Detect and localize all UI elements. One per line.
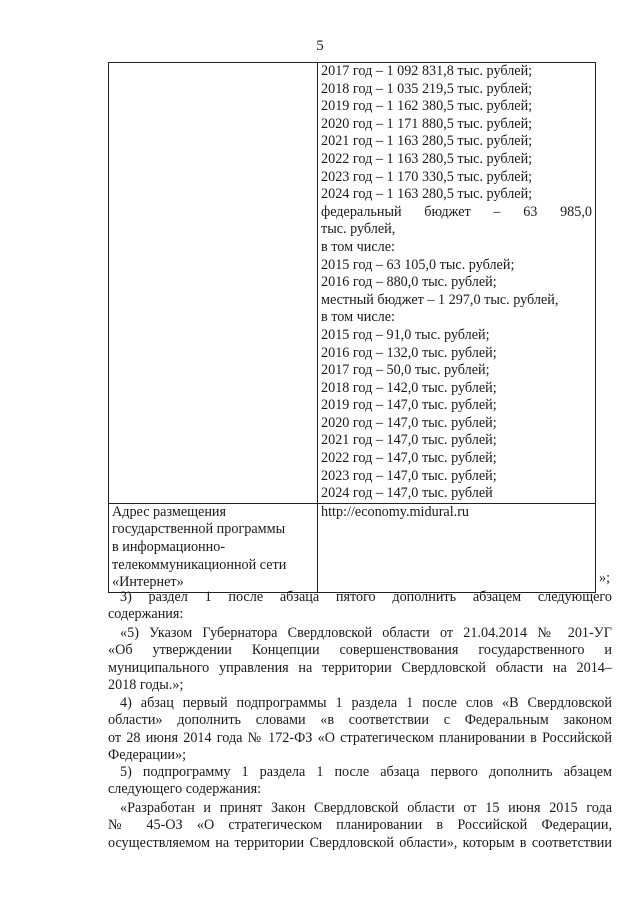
funding-line: в том числе: xyxy=(321,309,395,326)
address-value-cell xyxy=(318,503,596,592)
funding-line: 2022 год – 1 163 280,5 тыс. рублей; xyxy=(321,150,533,167)
funding-line: 2018 год – 142,0 тыс. рублей; xyxy=(321,379,497,396)
funding-line: 2021 год – 1 163 280,5 тыс. рублей; xyxy=(321,133,533,150)
paragraph-decree-quote: «5) Указом Губернатора Свердловской области от 21.04.2014 № 201-УГ «Об утверждении Концепции совершенствования государственного и муниципального управления на территории Свердловской области на 2014– 2018 годы.»; xyxy=(108,625,612,693)
funding-line: 2017 год – 50,0 тыс. рублей; xyxy=(321,362,490,379)
funding-line: 2015 год – 63 105,0 тыс. рублей; xyxy=(321,256,515,273)
program-passport-table xyxy=(108,62,596,593)
funding-line: местный бюджет – 1 297,0 тыс. рублей, xyxy=(321,291,559,308)
funding-line: 2024 год – 1 163 280,5 тыс. рублей; xyxy=(321,186,533,203)
table-row xyxy=(109,63,596,504)
funding-line: федеральный бюджет – 63 985,0 xyxy=(321,203,592,220)
address-label-cell xyxy=(109,503,318,592)
funding-line: 2016 год – 132,0 тыс. рублей; xyxy=(321,344,497,361)
funding-line: 2021 год – 147,0 тыс. рублей; xyxy=(321,432,497,449)
program-url: http://economy.midural.ru xyxy=(321,503,470,520)
funding-line: 2015 год – 91,0 тыс. рублей; xyxy=(321,326,490,343)
funding-line: 2017 год – 1 092 831,8 тыс. рублей; xyxy=(321,63,533,79)
funding-line: 2018 год – 1 035 219,5 тыс. рублей; xyxy=(321,80,533,97)
paragraph-law-quote: «Разработан и принят Закон Свердловской области от 15 июня 2015 года № 45-ОЗ «О стратегическом планировании в Российской Федерации, осуществляемом на территории Свердловской области», которым в соответствии xyxy=(108,800,612,851)
paragraph-item-4: 4) абзац первый подпрограммы 1 раздела 1 после слов «В Свердловской области» дополнить словами «в соответствии с Федеральным законом от 28 июня 2014 года № 172-ФЗ «О стратегическом планировании в Российской Федерации»; xyxy=(108,695,612,763)
funding-line: в том числе: xyxy=(321,238,395,255)
funding-line: 2020 год – 147,0 тыс. рублей; xyxy=(321,414,497,431)
page-number: 5 xyxy=(316,38,324,54)
address-label-line: Адрес размещения xyxy=(112,503,227,520)
paragraph-item-3: 3) раздел 1 после абзаца пятого дополнить абзацем следующего содержания: xyxy=(108,589,612,623)
funding-line: 2024 год – 147,0 тыс. рублей xyxy=(321,485,493,502)
funding-label-cell xyxy=(109,63,318,504)
funding-line: 2019 год – 1 162 380,5 тыс. рублей; xyxy=(321,98,533,115)
table-row xyxy=(109,503,596,592)
address-label-line: в информационно- xyxy=(112,539,226,556)
address-label-line: телекоммуникационной сети xyxy=(112,556,287,573)
address-label-line: «Интернет» xyxy=(112,574,184,591)
funding-line: 2020 год – 1 171 880,5 тыс. рублей; xyxy=(321,115,533,132)
funding-line: 2019 год – 147,0 тыс. рублей; xyxy=(321,397,497,414)
paragraph-item-5: 5) подпрограмму 1 раздела 1 после абзаца первого дополнить абзацем следующего содержания: xyxy=(108,764,612,798)
funding-line: тыс. рублей, xyxy=(321,221,396,238)
funding-line: 2023 год – 147,0 тыс. рублей; xyxy=(321,467,497,484)
funding-line: 2022 год – 147,0 тыс. рублей; xyxy=(321,450,497,467)
funding-line: 2016 год – 880,0 тыс. рублей; xyxy=(321,274,497,291)
closing-quote-mark: »; xyxy=(599,570,611,586)
funding-value-cell xyxy=(318,63,596,504)
address-label-line: государственной программы xyxy=(112,521,286,538)
funding-line: 2023 год – 1 170 330,5 тыс. рублей; xyxy=(321,168,533,185)
